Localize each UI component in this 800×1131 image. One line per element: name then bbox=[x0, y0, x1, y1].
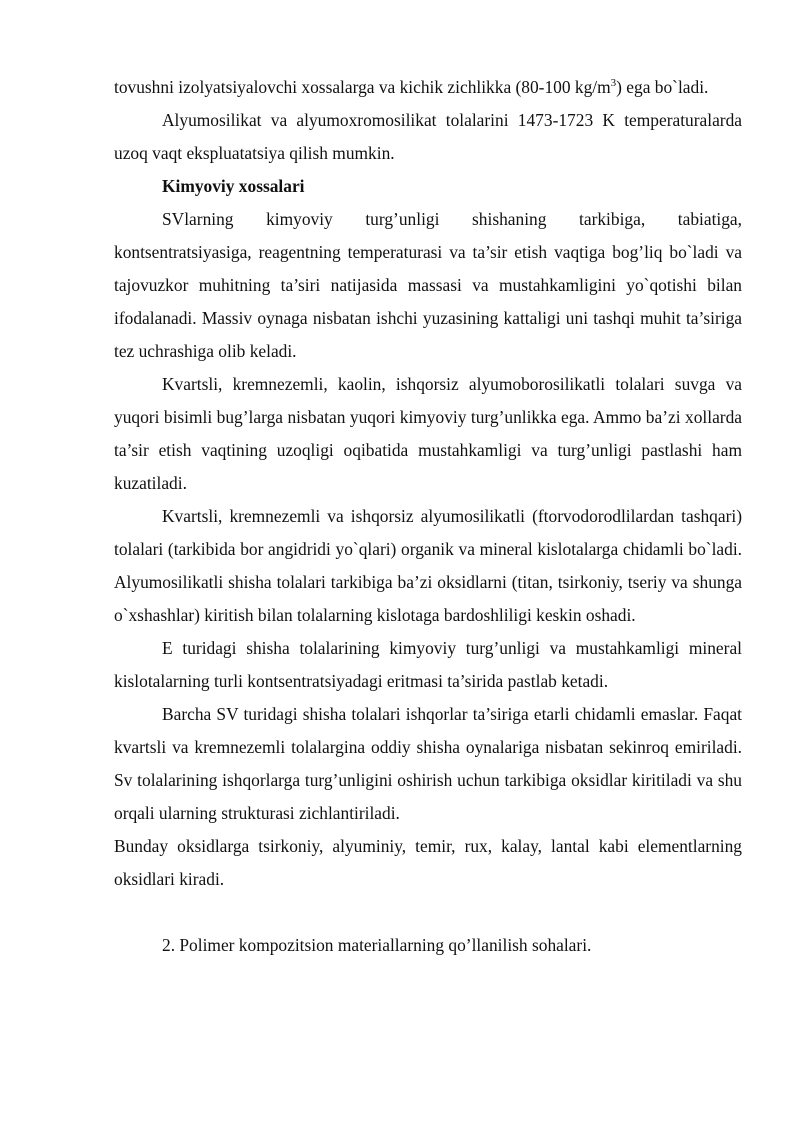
paragraph-intro-text: tovushni izolyatsiyalovchi xossalarga va kichik zichlikka (80-100 kg/m bbox=[114, 77, 611, 97]
superscript-cubed: 3 bbox=[610, 77, 617, 90]
paragraph-e-type: E turidagi shisha tolalarining kimyoviy turg’unligi va mustahkamligi mineral kislotalarning turli kontsentratsiyadagi eritmasi ta’sirida pastlab ketadi. bbox=[114, 638, 742, 691]
paragraph-oxides: Bunday oksidlarga tsirkoniy, alyuminiy, temir, rux, kalay, lantal kabi elementlarning oksidlari kiradi. bbox=[114, 836, 742, 889]
section-heading-chemical: Kimyoviy xossalari bbox=[162, 176, 305, 196]
paragraph-temperature: Alyumosilikat va alyumoxromosilikat tolalarini 1473-1723 K temperaturalarda uzoq vaqt ekspluatatsiya qilish mumkin. bbox=[114, 110, 742, 163]
section-title-polymer: 2. Polimer kompozitsion materiallarning qo’llanilish sohalari. bbox=[162, 935, 592, 955]
paragraph-intro bbox=[114, 71, 742, 104]
paragraph-intro-end: ) ega bo`ladi. bbox=[616, 77, 709, 97]
paragraph-alkali: Barcha SV turidagi shisha tolalari ishqorlar ta’siriga etarli chidamli emaslar. Faqat kvartsli va kremnezemli tolalargina oddiy shisha oynalariga nisbatan sekinroq emiriladi. Sv tolalarining ishqorlarga turg’unligini oshirish uchun tarkibiga oksidlar kiritiladi va shu orqali ularning strukturasi zichlantiriladi. bbox=[114, 704, 742, 823]
paragraph-acid-resistance: Kvartsli, kremnezemli va ishqorsiz alyumosilikatli (ftorvodorodlilardan tashqari) tolalari (tarkibida bor angidridi yo`qlari) organik va mineral kislotalarga chidamli bo`ladi. Alyumosilikatli shisha tolalari tarkibiga ba’zi oksidlarni (titan, tsirkoniy, tseriy va shunga o`xshashlar) kiritish bilan tolalarning kislotaga bardoshliligi keskin oshadi. bbox=[114, 506, 742, 625]
blank-line bbox=[114, 896, 742, 929]
document-page bbox=[114, 71, 742, 962]
paragraph-water-resistance: Kvartsli, kremnezemli, kaolin, ishqorsiz alyumoborosilikatli tolalari suvga va yuqori bisimli bug’larga nisbatan yuqori kimyoviy turg’unlikka ega. Ammo ba’zi xollarda ta’sir etish vaqtining uzoqligi oqibatida mustahkamligi va turg’unligi pastlashi ham kuzatiladi. bbox=[114, 374, 742, 493]
paragraph-chemical-stability: SVlarning kimyoviy turg’unligi shishaning tarkibiga, tabiatiga, kontsentratsiyasiga, reagentning temperaturasi va ta’sir etish vaqtiga bog’liq bo`ladi va tajovuzkor muhitning ta’siri natijasida massasi va mustahkamligini yo`qotishi bilan ifodalanadi. Massiv oynaga nisbatan ishchi yuzasining kattaligi uni tashqi muhit ta’siriga tez uchrashiga olib keladi. bbox=[114, 209, 742, 361]
